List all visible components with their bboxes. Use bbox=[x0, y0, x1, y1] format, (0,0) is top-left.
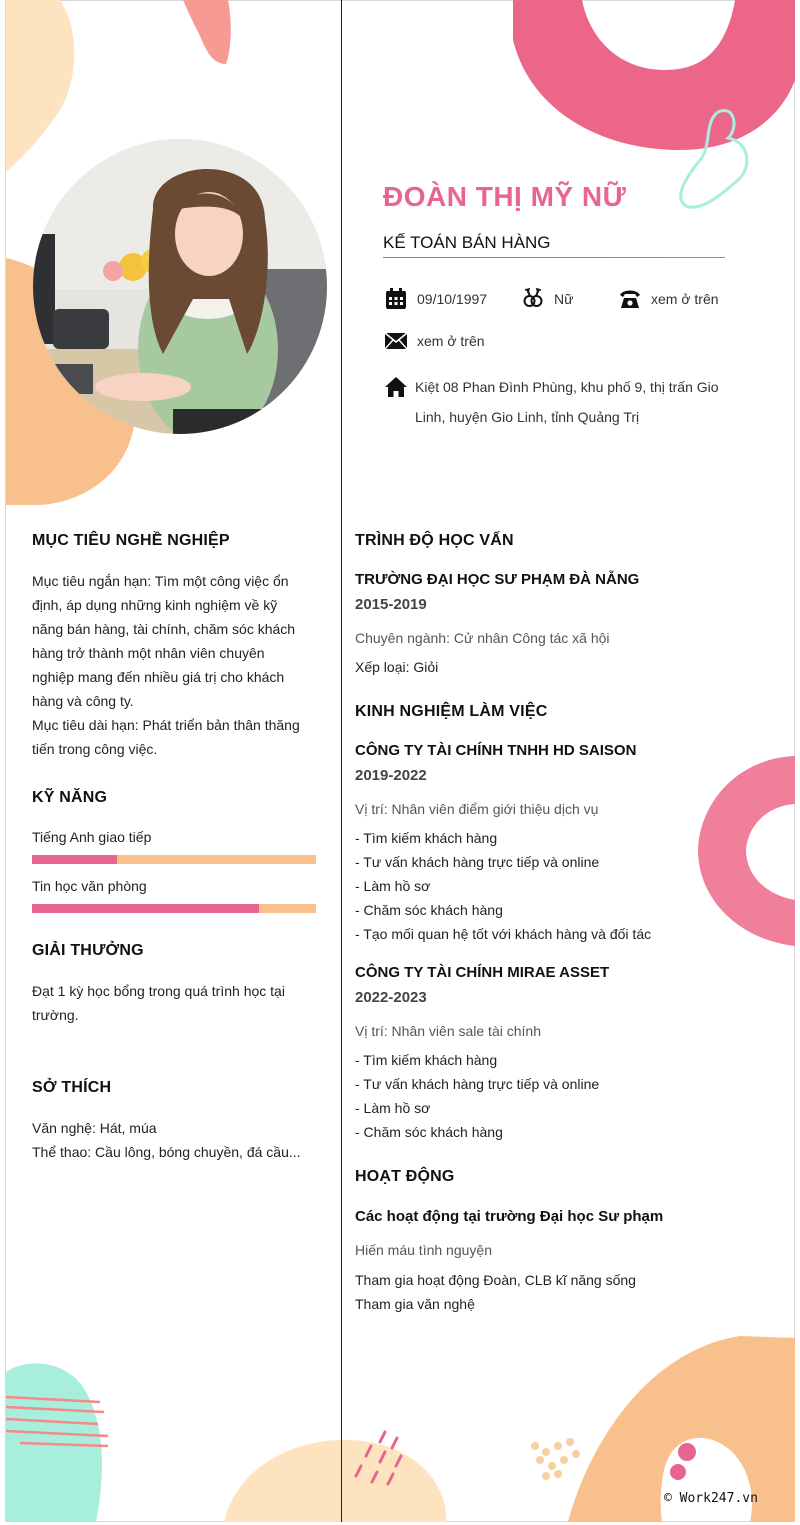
career-goal-line: Mục tiêu ngắn hạn: Tìm một công việc ổn bbox=[32, 573, 289, 589]
job-title-underline bbox=[383, 257, 725, 258]
career-goal-line: tiến trong công việc. bbox=[32, 741, 158, 757]
task-item: - Chăm sóc khách hàng bbox=[355, 1124, 503, 1140]
task-item: - Làm hồ sơ bbox=[355, 1100, 431, 1116]
school-name: TRƯỜNG ĐẠI HỌC SƯ PHẠM ĐÀ NẴNG bbox=[355, 571, 640, 588]
coral-stroke-top bbox=[183, 0, 231, 64]
task-item: - Làm hồ sơ bbox=[355, 878, 431, 894]
career-goal-line: nghiệp mang đến nhiều giá trị cho khách bbox=[32, 669, 285, 685]
task-item: - Tạo mối quan hệ tốt với khách hàng và đối tác bbox=[355, 926, 652, 942]
phone-value: xem ở trên bbox=[651, 291, 719, 307]
career-goal-heading: MỤC TIÊU NGHỀ NGHIỆP bbox=[32, 532, 230, 549]
activities-list bbox=[355, 1268, 775, 1316]
career-goal-line: Mục tiêu dài hạn: Phát triển bản thân thăng bbox=[32, 717, 300, 733]
awards-line: Đạt 1 kỳ học bổng trong quá trình học tại bbox=[32, 983, 285, 999]
phone-icon bbox=[619, 288, 641, 310]
job-title: KẾ TOÁN BÁN HÀNG bbox=[383, 233, 551, 252]
email-icon bbox=[385, 330, 407, 352]
phone-row bbox=[619, 288, 719, 310]
awards-heading: GIẢI THƯỞNG bbox=[32, 942, 144, 959]
pink-dot-1 bbox=[678, 1443, 696, 1461]
education-heading: TRÌNH ĐỘ HỌC VẤN bbox=[355, 532, 514, 549]
skill-bar bbox=[32, 855, 316, 864]
peach-dots bbox=[531, 1438, 580, 1480]
skill-label: Tiếng Anh giao tiếp bbox=[32, 829, 152, 845]
job-years: 2019-2022 bbox=[355, 767, 427, 784]
activity-line: Tham gia văn nghệ bbox=[355, 1296, 475, 1312]
awards-line: trường. bbox=[32, 1007, 79, 1023]
task-item: - Chăm sóc khách hàng bbox=[355, 902, 503, 918]
address-value: Kiệt 08 Phan Đình Phùng, khu phố 9, thị trấn Gio Linh, huyện Gio Linh, tỉnh Quảng Trị bbox=[415, 379, 719, 425]
profile-photo-illustration bbox=[33, 139, 327, 434]
experience-heading: KINH NGHIỆM LÀM VIỆC bbox=[355, 703, 548, 720]
skill-bar-fill bbox=[32, 904, 259, 913]
skill-bar-fill bbox=[32, 855, 117, 864]
calendar-icon bbox=[385, 288, 407, 310]
company-name: CÔNG TY TÀI CHÍNH MIRAE ASSET bbox=[355, 964, 610, 981]
gender-value: Nữ bbox=[554, 291, 574, 307]
skills-heading: KỸ NĂNG bbox=[32, 789, 108, 806]
hobby-line: Thể thao: Cầu lông, bóng chuyền, đá cầu... bbox=[32, 1144, 301, 1160]
company-name: CÔNG TY TÀI CHÍNH TNHH HD SAISON bbox=[355, 742, 637, 759]
activities-item: Hiến máu tình nguyện bbox=[355, 1242, 492, 1258]
career-goal-line: định, áp dụng những kinh nghiệm về kỹ bbox=[32, 597, 278, 613]
awards-text bbox=[32, 979, 324, 1027]
cream-blob-bottom bbox=[224, 1440, 446, 1522]
email-value: xem ở trên bbox=[417, 333, 485, 349]
cream-blob-top-left bbox=[6, 0, 74, 172]
education-major: Chuyên ngành: Cử nhân Công tác xã hội bbox=[355, 630, 610, 646]
job-tasks bbox=[355, 1048, 775, 1144]
email-row bbox=[385, 330, 485, 352]
pink-dot-2 bbox=[670, 1464, 686, 1480]
hobbies-heading: SỞ THÍCH bbox=[32, 1079, 112, 1096]
address-row bbox=[385, 372, 745, 432]
career-goal-line: năng bán hàng, tài chính, chăm sóc khách bbox=[32, 621, 296, 637]
skill-label: Tin học văn phòng bbox=[32, 878, 147, 894]
copyright: © Work247.vn bbox=[664, 1491, 758, 1506]
home-icon bbox=[385, 376, 407, 398]
education-grade: Xếp loại: Giỏi bbox=[355, 659, 439, 675]
task-item: - Tìm kiếm khách hàng bbox=[355, 830, 498, 846]
gender-icon bbox=[522, 288, 544, 310]
job-position: Vị trí: Nhân viên sale tài chính bbox=[355, 1023, 541, 1039]
candidate-name: ĐOÀN THỊ MỸ NỮ bbox=[383, 181, 627, 212]
task-item: - Tìm kiếm khách hàng bbox=[355, 1052, 498, 1068]
birthday-row bbox=[385, 288, 487, 310]
activities-org: Các hoạt động tại trường Đại học Sư phạm bbox=[355, 1208, 664, 1225]
education-years: 2015-2019 bbox=[355, 596, 427, 613]
column-divider bbox=[341, 0, 342, 1522]
career-goal-line: hàng trở thành một nhân viên chuyên bbox=[32, 645, 265, 661]
career-goal-line: hàng và công ty. bbox=[32, 693, 134, 709]
pink-ring-top-right bbox=[513, 0, 795, 150]
hobbies-text bbox=[32, 1116, 324, 1164]
activity-line: Tham gia hoạt động Đoàn, CLB kĩ năng sống bbox=[355, 1272, 636, 1288]
task-item: - Tư vấn khách hàng trực tiếp và online bbox=[355, 1076, 600, 1092]
activities-heading: HOẠT ĐỘNG bbox=[355, 1168, 455, 1185]
skill-bar bbox=[32, 904, 316, 913]
job-position: Vị trí: Nhân viên điểm giới thiệu dịch vụ bbox=[355, 801, 599, 817]
hobby-line: Văn nghệ: Hát, múa bbox=[32, 1120, 157, 1136]
job-tasks bbox=[355, 826, 775, 946]
profile-photo bbox=[33, 139, 327, 434]
job-years: 2022-2023 bbox=[355, 989, 427, 1006]
task-item: - Tư vấn khách hàng trực tiếp và online bbox=[355, 854, 600, 870]
gender-row bbox=[522, 288, 573, 310]
birthday-value: 09/10/1997 bbox=[417, 291, 488, 307]
career-goal-text bbox=[32, 569, 324, 761]
